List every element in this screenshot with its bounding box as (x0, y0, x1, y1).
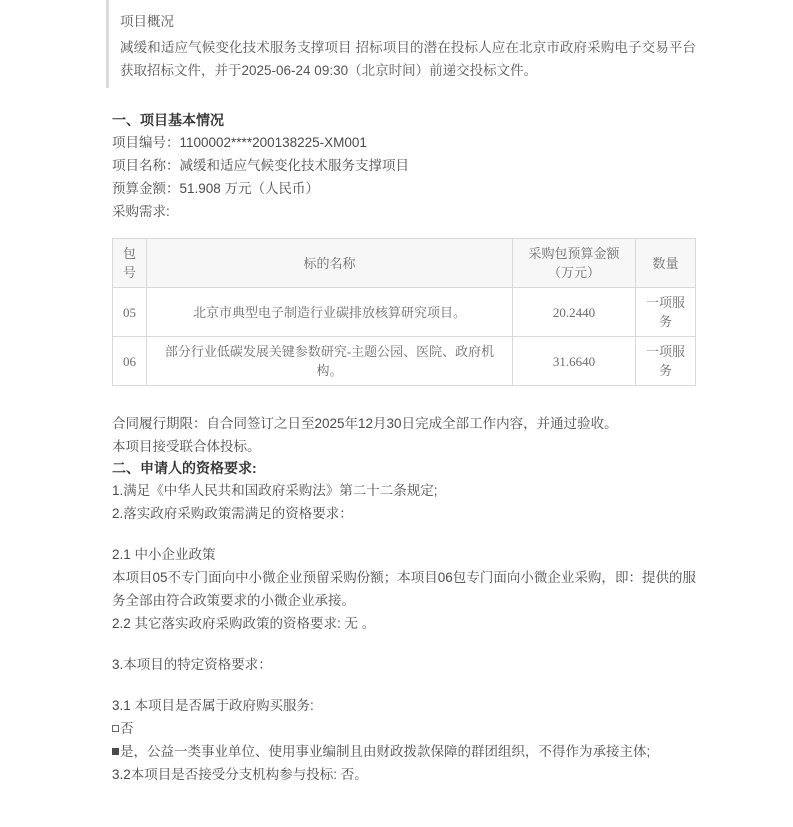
cell-subject-name: 北京市典型电子制造行业碳排放核算研究项目。 (147, 288, 513, 337)
bid-package-table (112, 238, 696, 386)
cell-package-budget: 31.6640 (513, 337, 636, 386)
checkbox-checked-icon[interactable] (112, 748, 119, 755)
project-name-value: 减缓和适应气候变化技术服务支撑项目 (179, 158, 409, 173)
project-number-row (106, 131, 696, 154)
question-3-1: 3.1 本项目是否属于政府购买服务: (112, 698, 314, 713)
sme-policy-heading: 2.1 中小企业政策 (112, 547, 216, 562)
checkbox-unchecked-icon[interactable] (112, 725, 119, 732)
header-package-budget: 采购包预算金额（万元） (513, 239, 636, 288)
project-name-row (106, 154, 696, 177)
table-header-row (113, 239, 696, 288)
document-content (106, 0, 696, 786)
section-one-heading: 一、项目基本情况 (112, 112, 224, 128)
option-no-row (106, 717, 696, 740)
project-number-value: 1100002****200138225-XM001 (179, 135, 367, 150)
qualification-item-2: 2.落实政府采购政策需满足的资格要求： (112, 506, 353, 521)
cell-package-no: 06 (113, 337, 147, 386)
project-overview-block (106, 0, 696, 88)
bid-table-wrapper (106, 238, 696, 386)
budget-value: 51.908 万元（人民币） (179, 181, 320, 196)
project-name-label: 项目名称： (112, 158, 180, 173)
option-no-label: 否 (120, 721, 134, 736)
option-yes-row (106, 740, 696, 763)
overview-body: 减缓和适应气候变化技术服务支撑项目 招标项目的潜在投标人应在北京市政府采购电子交易平台获取招标文件，并于2025-06-24 09:30（北京时间）前递交投标文件。 (120, 40, 696, 78)
budget-label: 预算金额： (112, 181, 180, 196)
question-3-2: 3.2本项目是否接受分支机构参与投标: 否。 (112, 767, 368, 782)
qualification-item-3: 3.本项目的特定资格要求： (112, 657, 272, 672)
cell-quantity: 一项服务 (636, 337, 696, 386)
cell-quantity: 一项服务 (636, 288, 696, 337)
cell-subject-name: 部分行业低碳发展关键参数研究-主题公园、医院、政府机构。 (147, 337, 513, 386)
header-quantity: 数量 (636, 239, 696, 288)
consortium-line: 本项目接受联合体投标。 (112, 439, 261, 454)
budget-row (106, 177, 696, 200)
header-package-no: 包号 (113, 239, 147, 288)
sme-policy-body: 本项目05不专门面向中小微企业预留采购份额；本项目06包专门面向小微企业采购，即：提供的服务全部由符合政策要求的小微企业承接。 (112, 570, 696, 608)
other-policy-line: 2.2 其它落实政府采购政策的资格要求: 无 。 (112, 616, 376, 631)
option-yes-label: 是，公益一类事业单位、使用事业编制且由财政拨款保障的群团组织，不得作为承接主体; (120, 744, 651, 759)
table-row (113, 337, 696, 386)
cell-package-no: 05 (113, 288, 147, 337)
overview-title: 项目概况 (120, 14, 174, 29)
qualification-item-1: 1.满足《中华人民共和国政府采购法》第二十二条规定; (112, 483, 438, 498)
section-two-heading: 二、申请人的资格要求: (112, 460, 257, 476)
table-row (113, 288, 696, 337)
project-number-label: 项目编号： (112, 135, 180, 150)
contract-term-line: 合同履行期限：自合同签订之日至2025年12月30日完成全部工作内容，并通过验收。 (112, 416, 618, 431)
cell-package-budget: 20.2440 (513, 288, 636, 337)
header-subject-name: 标的名称 (147, 239, 513, 288)
demand-label: 采购需求: (112, 204, 170, 219)
